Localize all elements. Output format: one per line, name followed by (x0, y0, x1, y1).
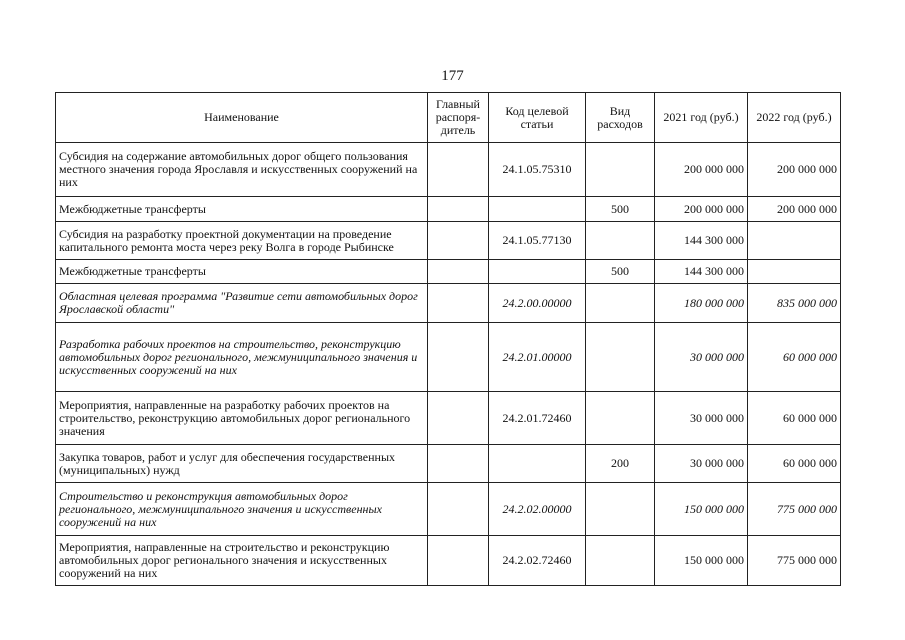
row-2022: 835 000 000 (748, 284, 841, 323)
row-2022: 200 000 000 (748, 143, 841, 197)
row-expense-type (586, 483, 655, 536)
row-2022: 60 000 000 (748, 392, 841, 445)
row-code: 24.2.02.72460 (489, 536, 586, 586)
row-expense-type: 500 (586, 197, 655, 222)
row-expense-type (586, 143, 655, 197)
col-header-name: Наименование (56, 93, 428, 143)
row-name: Закупка товаров, работ и услуг для обеспечения государственных (муниципальных) нужд (56, 445, 428, 483)
table-row (56, 284, 841, 323)
row-2021: 30 000 000 (655, 445, 748, 483)
row-expense-type (586, 536, 655, 586)
budget-table (55, 92, 841, 586)
table-row (56, 323, 841, 392)
col-header-manager: Главный распоря-дитель (428, 93, 489, 143)
row-name: Межбюджетные трансферты (56, 197, 428, 222)
row-2021: 144 300 000 (655, 222, 748, 260)
row-expense-type (586, 392, 655, 445)
row-2021: 180 000 000 (655, 284, 748, 323)
row-code: 24.2.01.00000 (489, 323, 586, 392)
row-code: 24.2.00.00000 (489, 284, 586, 323)
col-header-expense-type: Вид расходов (586, 93, 655, 143)
row-2021: 150 000 000 (655, 536, 748, 586)
row-2021: 200 000 000 (655, 143, 748, 197)
row-2021: 30 000 000 (655, 392, 748, 445)
row-manager (428, 445, 489, 483)
table-row (56, 260, 841, 284)
row-name: Строительство и реконструкция автомобильных дорог регионального, межмуниципального значения и искусственных сооружений на них (56, 483, 428, 536)
row-manager (428, 323, 489, 392)
row-2022: 60 000 000 (748, 445, 841, 483)
row-expense-type (586, 222, 655, 260)
row-2022 (748, 260, 841, 284)
row-2021: 200 000 000 (655, 197, 748, 222)
row-name: Разработка рабочих проектов на строительство, реконструкцию автомобильных дорог регионального, межмуниципального значения и искусственных сооружений на них (56, 323, 428, 392)
table-row (56, 445, 841, 483)
row-manager (428, 197, 489, 222)
row-name: Мероприятия, направленные на строительство и реконструкцию автомобильных дорог регионального значения и искусственных сооружений на них (56, 536, 428, 586)
row-2021: 30 000 000 (655, 323, 748, 392)
row-code: 24.1.05.75310 (489, 143, 586, 197)
col-header-code: Код целевой статьи (489, 93, 586, 143)
row-manager (428, 222, 489, 260)
row-2022: 775 000 000 (748, 483, 841, 536)
row-2021: 150 000 000 (655, 483, 748, 536)
row-code: 24.2.01.72460 (489, 392, 586, 445)
row-code (489, 260, 586, 284)
row-code (489, 445, 586, 483)
row-manager (428, 536, 489, 586)
row-2022 (748, 222, 841, 260)
row-manager (428, 284, 489, 323)
col-header-2021: 2021 год (руб.) (655, 93, 748, 143)
table-row (56, 222, 841, 260)
table-header-row (56, 93, 841, 143)
row-2022: 775 000 000 (748, 536, 841, 586)
row-expense-type: 200 (586, 445, 655, 483)
page-number: 177 (441, 68, 464, 84)
table-row (56, 143, 841, 197)
table-row (56, 483, 841, 536)
row-manager (428, 143, 489, 197)
table-row (56, 536, 841, 586)
row-code (489, 197, 586, 222)
row-expense-type (586, 284, 655, 323)
row-code: 24.2.02.00000 (489, 483, 586, 536)
table-row (56, 392, 841, 445)
row-code: 24.1.05.77130 (489, 222, 586, 260)
row-2022: 200 000 000 (748, 197, 841, 222)
row-name: Субсидия на разработку проектной документации на проведение капитального ремонта моста через реку Волга в городе Рыбинске (56, 222, 428, 260)
row-name: Мероприятия, направленные на разработку рабочих проектов на строительство, реконструкцию автомобильных дорог регионального значения (56, 392, 428, 445)
row-name: Межбюджетные трансферты (56, 260, 428, 284)
col-header-2022: 2022 год (руб.) (748, 93, 841, 143)
row-2021: 144 300 000 (655, 260, 748, 284)
table-row (56, 197, 841, 222)
row-name: Субсидия на содержание автомобильных дорог общего пользования местного значения города Ярославля и искусственных сооружений на них (56, 143, 428, 197)
row-manager (428, 260, 489, 284)
row-manager (428, 392, 489, 445)
row-2022: 60 000 000 (748, 323, 841, 392)
row-manager (428, 483, 489, 536)
row-expense-type (586, 323, 655, 392)
row-expense-type: 500 (586, 260, 655, 284)
row-name: Областная целевая программа "Развитие сети автомобильных дорог Ярославской области" (56, 284, 428, 323)
